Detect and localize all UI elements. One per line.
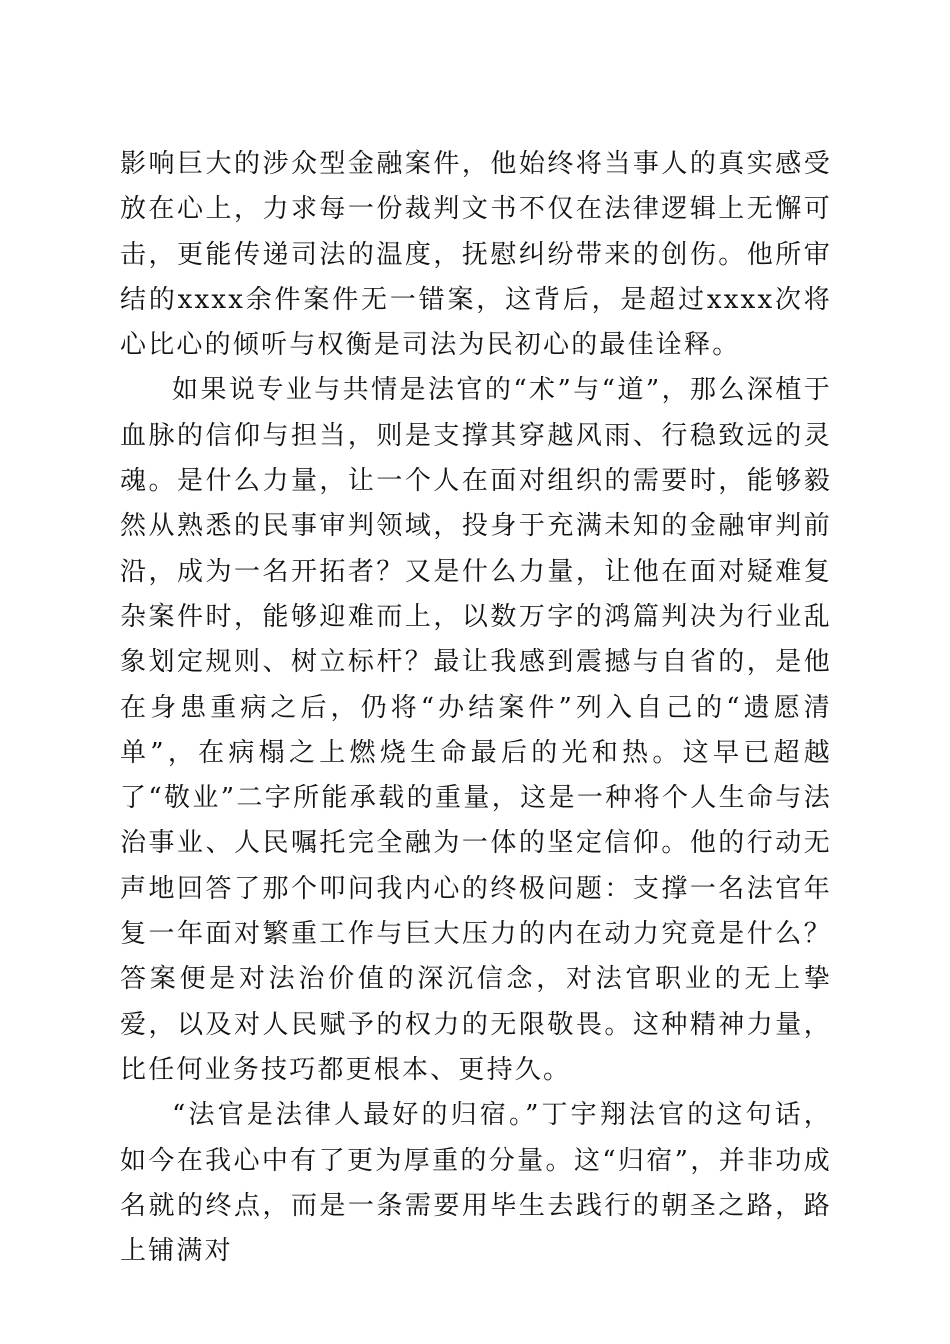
paragraph-best-destination: “法官是法律人最好的归宿。”丁宇翔法官的这句话，如今在我心中有了更为厚重的分量。这“归宿”，并非功成名就的终点，而是一条需要用毕生去践行的朝圣之路，路上铺满对 <box>120 1100 832 1267</box>
paragraph-continuation: 影响巨大的涉众型金融案件，他始终将当事人的真实感受放在心上，力求每一份裁判文书不仅在法律逻辑上无懈可击，更能传递司法的温度，抚慰纠纷带来的创伤。他所审结的xxxx余件案件无一错案，这背后，是超过xxxx次将心比心的倾听与权衡是司法为民初心的最佳诠释。 <box>120 149 832 361</box>
body-text <box>120 142 832 1274</box>
paragraph-faith-and-responsibility: 如果说专业与共情是法官的“术”与“道”，那么深植于血脉的信仰与担当，则是支撑其穿越风雨、行稳致远的灵魂。是什么力量，让一个人在面对组织的需要时，能够毅然从熟悉的民事审判领域，投身于充满未知的金融审判前沿，成为一名开拓者？又是什么力量，让他在面对疑难复杂案件时，能够迎难而上，以数万字的鸿篇判决为行业乱象划定规则、树立标杆？最让我感到震撼与自省的，是他在身患重病之后，仍将“办结案件”列入自己的“遗愿清单”，在病榻之上燃烧生命最后的光和热。这早已超越了“敬业”二字所能承载的重量，这是一种将个人生命与法治事业、人民嘱托完全融为一体的坚定信仰。他的行动无声地回答了那个叩问我内心的终极问题：支撑一名法官年复一年面对繁重工作与巨大压力的内在动力究竟是什么？答案便是对法治价值的深沉信念，对法官职业的无上挚爱，以及对人民赋予的权力的无限敬畏。这种精神力量，比任何业务技巧都更根本、更持久。 <box>120 375 832 1085</box>
